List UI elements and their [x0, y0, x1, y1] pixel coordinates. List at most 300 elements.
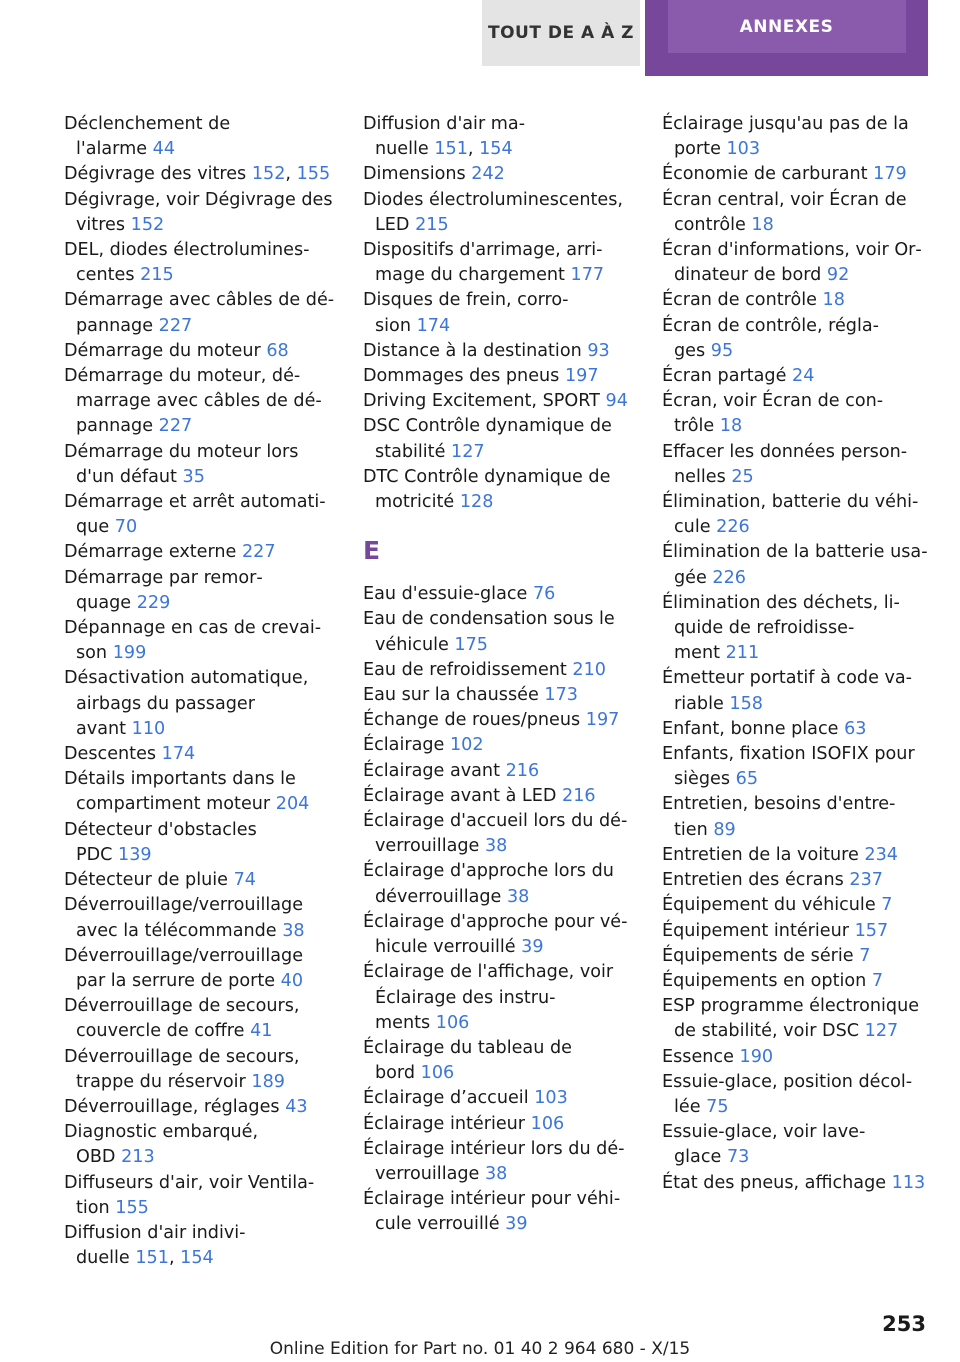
index-entry [662, 389, 932, 439]
index-entry [662, 994, 932, 1044]
entry-text: Diagnostic embarqué, [64, 1122, 259, 1143]
entry-text: Éclairage d’accueil [363, 1088, 535, 1109]
entry-text: Éclairage avant [363, 760, 506, 781]
index-entry [662, 162, 932, 187]
index-entry [363, 339, 633, 364]
entry-text: Entretien, besoins d'entre‐ [662, 794, 896, 815]
entry-text: Équipements de série [662, 945, 860, 966]
index-entry [662, 742, 932, 792]
page-link[interactable]: 204 [275, 794, 310, 815]
entry-text: Déverrouillage de secours, [64, 1046, 300, 1067]
index-entry [363, 960, 633, 1036]
entry-text: DTC Contrôle dynamique de [363, 466, 611, 487]
entry-text: par la serrure de porte [76, 970, 281, 991]
entry-text: DEL, diodes électrolumines‐ [64, 240, 310, 261]
page-link[interactable]: 106 [435, 1012, 470, 1033]
page-link[interactable]: 179 [873, 164, 907, 185]
chapter-tab [645, 0, 928, 76]
page-link[interactable]: 103 [726, 139, 761, 160]
index-entry [64, 893, 334, 943]
entry-text: Écran partagé [662, 366, 792, 387]
index-entry [662, 540, 932, 590]
index-entry [662, 288, 932, 313]
section-letter: E [363, 536, 381, 566]
entry-text: Échange de roues/pneus [363, 710, 586, 731]
page-link[interactable]: 94 [605, 391, 628, 412]
entry-text: Démarrage et arrêt automati‐ [64, 492, 326, 513]
entry-text: déverrouillage [375, 886, 507, 907]
index-entry [662, 440, 932, 490]
chapter-title: ANNEXES [739, 16, 834, 37]
entry-text: Eau de condensation sous le [363, 609, 615, 630]
entry-text: Eau sur la chaussée [363, 685, 545, 706]
page-link[interactable]: 76 [532, 584, 556, 605]
section-title: TOUT DE A À Z [488, 23, 634, 43]
page-link[interactable]: 68 [266, 340, 289, 361]
index-entry [64, 1095, 334, 1120]
index-entry [363, 1086, 633, 1111]
page-link[interactable]: 106 [530, 1113, 565, 1134]
entry-text: Démarrage du moteur, dé‐ [64, 366, 301, 387]
entry-text: Équipement du véhicule [662, 895, 882, 916]
entry-text: pannage [76, 315, 159, 336]
index-entry [363, 859, 633, 909]
index-entry [363, 465, 633, 515]
entry-text: Éclairage intérieur pour véhi‐ [363, 1189, 621, 1210]
entry-text: airbags du passager [76, 693, 255, 714]
entry-text: Démarrage avec câbles de dé‐ [64, 290, 335, 311]
index-entry [64, 112, 334, 162]
index-entry [64, 364, 334, 440]
page-link[interactable]: 197 [585, 710, 620, 731]
entry-text: LED [375, 214, 416, 235]
index-entry [363, 784, 633, 809]
page-link[interactable]: 197 [564, 366, 599, 387]
entry-text: Entretien des écrans [662, 870, 850, 891]
entry-text: Démarrage du moteur lors [64, 441, 299, 462]
entry-text: Dimensions [363, 164, 472, 185]
page-link[interactable]: 175 [454, 634, 488, 655]
index-column-1 [64, 112, 334, 1271]
page-link[interactable]: 39 [521, 937, 544, 958]
entry-text: Eau d'essuie-glace [363, 584, 533, 605]
page-link[interactable]: 210 [572, 659, 607, 680]
index-entry [363, 759, 633, 784]
index-entry [64, 616, 334, 666]
index-entry [662, 490, 932, 540]
index-entry [64, 767, 334, 817]
index-column-3 [662, 112, 932, 1196]
entry-text: Détails importants dans le [64, 769, 296, 790]
entry-text: avant [76, 718, 132, 739]
page-link[interactable]: 38 [484, 1163, 508, 1184]
index-entry [64, 440, 334, 490]
entry-text: Équipements en option [662, 970, 872, 991]
index-entry [662, 1171, 932, 1196]
index-entry [64, 339, 334, 364]
entry-text: contrôle [674, 214, 752, 235]
entry-text: cule verrouillé [375, 1214, 506, 1235]
page-link[interactable]: 237 [849, 870, 883, 891]
entry-text: Entretien de la voiture [662, 844, 865, 865]
page-link[interactable]: 25 [731, 466, 754, 487]
page-link[interactable]: 226 [712, 567, 747, 588]
entry-text: d'un défaut [76, 466, 183, 487]
index-entry [363, 658, 633, 683]
entry-text: Démarrage externe [64, 542, 242, 563]
index-entry [64, 944, 334, 994]
page-link[interactable]: 155 [296, 164, 331, 185]
entry-text: de stabilité, voir DSC [674, 1021, 865, 1042]
entry-text: Diodes électroluminescentes, [363, 189, 624, 210]
index-entry [64, 540, 334, 565]
page-link[interactable]: 70 [114, 517, 138, 538]
entry-text: DSC Contrôle dynamique de [363, 416, 612, 437]
page-link[interactable]: 74 [233, 870, 256, 891]
entry-text: avec la télécommande [76, 920, 283, 941]
entry-text: Déverrouillage/verrouillage [64, 945, 304, 966]
index-entry [363, 683, 633, 708]
index-entry [363, 708, 633, 733]
index-entry [64, 1171, 334, 1221]
entry-text: verrouillage [375, 1163, 485, 1184]
index-entry [662, 1045, 932, 1070]
page-link[interactable]: 227 [241, 542, 276, 563]
entry-text: Écran de contrôle [662, 290, 823, 311]
index-entry [64, 490, 334, 540]
index-entry [64, 742, 334, 767]
index-entry [64, 1045, 334, 1095]
entry-text: Déclenchement de [64, 114, 231, 134]
page-link[interactable]: 24 [792, 366, 815, 387]
entry-text: Enfant, bonne place [662, 718, 845, 739]
index-entry [64, 1221, 334, 1271]
entry-text: Élimination, batterie du véhi‐ [662, 492, 919, 513]
entry-text: Démarrage du moteur [64, 340, 267, 361]
entry-text: porte [674, 139, 727, 160]
index-entry [662, 188, 932, 238]
page-link[interactable]: 95 [710, 340, 734, 361]
page-link[interactable]: 211 [725, 643, 760, 664]
entry-text: trôle [674, 416, 720, 437]
index-entry [662, 893, 932, 918]
entry-text: Éclairage intérieur lors du dé‐ [363, 1138, 625, 1159]
entry-text: Écran de contrôle, régla‐ [662, 315, 879, 336]
page-link[interactable]: 89 [713, 819, 736, 840]
index-entry [64, 288, 334, 338]
index-entry [64, 1120, 334, 1170]
entry-text: son [76, 643, 113, 664]
entry-text: bord [375, 1063, 421, 1084]
page-link[interactable]: 215 [140, 265, 174, 286]
index-entry [363, 1112, 633, 1137]
entry-text: PDC [76, 844, 119, 865]
page-link[interactable]: 18 [822, 290, 845, 311]
chapter-tab-inner [668, 0, 906, 53]
entry-text: Essence [662, 1046, 740, 1067]
page-link[interactable]: 127 [864, 1021, 899, 1042]
entry-text: riable [674, 693, 730, 714]
entry-text: Éclairage d'approche lors du [363, 861, 614, 882]
entry-text: Détecteur d'obstacles [64, 819, 257, 840]
entry-text: Déverrouillage, réglages [64, 1096, 286, 1117]
entry-text: Déverrouillage/verrouillage [64, 895, 304, 916]
entry-text: Écran, voir Écran de con‐ [662, 391, 884, 412]
page-link[interactable]: 93 [587, 340, 610, 361]
index-entry [363, 112, 633, 162]
page-link[interactable]: 7 [871, 970, 884, 991]
index-entry [662, 843, 932, 868]
edition-footer: Online Edition for Part no. 01 40 2 964 680 - X/15 [269, 1339, 691, 1359]
page-link[interactable]: 154 [180, 1248, 214, 1269]
index-entry [64, 188, 334, 238]
entry-text: Élimination des déchets, li‐ [662, 592, 900, 613]
page-link[interactable]: 227 [158, 416, 193, 437]
entry-text: Effacer les données person‐ [662, 441, 908, 462]
entry-text: nuelle [375, 139, 435, 160]
page-link[interactable]: 229 [136, 592, 171, 613]
page-link[interactable]: 152 [130, 214, 165, 235]
page-link[interactable]: 18 [751, 214, 774, 235]
entry-text: Éclairage de l'affichage, voir [363, 962, 614, 983]
page-link[interactable]: 151 [434, 139, 468, 160]
entry-text: OBD [76, 1147, 122, 1168]
index-entry [64, 162, 334, 187]
entry-text: dinateur de bord [674, 265, 827, 286]
entry-text: Dégivrage, voir Dégivrage des [64, 189, 333, 210]
page-link[interactable]: 7 [881, 895, 893, 916]
page-separator: , [467, 139, 480, 160]
entry-text: Dispositifs d'arrimage, arri‐ [363, 240, 603, 261]
entry-text: compartiment moteur [76, 794, 276, 815]
page-link[interactable]: 174 [161, 744, 196, 765]
page-link[interactable]: 174 [416, 315, 451, 336]
index-entry [64, 238, 334, 288]
page-link[interactable]: 216 [562, 785, 596, 806]
entry-text: motricité [375, 492, 460, 513]
entry-text: sion [375, 315, 417, 336]
page-link[interactable]: 38 [484, 836, 508, 857]
entry-text: Désactivation automatique, [64, 668, 309, 689]
entry-text: Élimination de la batterie usa‐ [662, 542, 928, 563]
entry-text: Disques de frein, corro‐ [363, 290, 569, 311]
entry-text: trappe du réservoir [76, 1071, 252, 1092]
entry-text: Détecteur de pluie [64, 870, 234, 891]
page-link[interactable]: 177 [570, 265, 605, 286]
index-entry [64, 666, 334, 742]
page-link[interactable]: 113 [891, 1172, 926, 1193]
page-link[interactable]: 43 [285, 1096, 308, 1117]
page-link[interactable]: 63 [844, 718, 867, 739]
entry-text: Éclairage avant à LED [363, 785, 562, 806]
page-link[interactable]: 38 [282, 920, 305, 941]
entry-text: Diffusion d'air indivi‐ [64, 1222, 246, 1243]
page-link[interactable]: 215 [415, 214, 449, 235]
index-entry [662, 238, 932, 288]
index-entry [363, 162, 633, 187]
entry-text: centes [76, 265, 141, 286]
index-entry [662, 666, 932, 716]
entry-text: pannage [76, 416, 159, 437]
index-entry [662, 112, 932, 162]
entry-text: Descentes [64, 744, 162, 765]
page-link[interactable]: 41 [250, 1021, 273, 1042]
page-link[interactable]: 154 [479, 139, 513, 160]
index-entry [662, 944, 932, 969]
entry-text: Équipement intérieur [662, 920, 855, 941]
index-entry [662, 591, 932, 667]
entry-text: mage du chargement [375, 265, 571, 286]
page-link[interactable]: 35 [182, 466, 205, 487]
page-link[interactable]: 242 [471, 164, 505, 185]
entry-text: Dégivrage des vitres [64, 164, 252, 185]
page-link[interactable]: 92 [826, 265, 850, 286]
index-entry [363, 364, 633, 389]
index-entry [64, 818, 334, 868]
page-separator: , [168, 1248, 181, 1269]
page-link[interactable]: 216 [505, 760, 540, 781]
entry-text: Éclairage du tableau de [363, 1037, 572, 1058]
entry-text: Essuie-glace, voir lave- [662, 1122, 866, 1143]
page-link[interactable]: 102 [449, 735, 484, 756]
index-entry [662, 792, 932, 842]
index-entry [363, 1187, 633, 1237]
entry-text: Déverrouillage de secours, [64, 996, 300, 1017]
page-link[interactable]: 7 [859, 945, 871, 966]
page-link[interactable]: 39 [505, 1214, 528, 1235]
index-entry [662, 868, 932, 893]
entry-text: que [76, 517, 115, 538]
page-link[interactable]: 152 [251, 164, 286, 185]
entry-text: ments [375, 1012, 436, 1033]
page-link[interactable]: 213 [121, 1147, 155, 1168]
page-link[interactable]: 227 [158, 315, 193, 336]
page-link[interactable]: 44 [152, 139, 176, 160]
entry-text: l'alarme [76, 139, 153, 160]
entry-text: sièges [674, 769, 736, 790]
page-link[interactable]: 199 [112, 643, 147, 664]
entry-text: Écran central, voir Écran de [662, 189, 907, 210]
index-entry [662, 717, 932, 742]
entry-text: Émetteur portatif à code va‐ [662, 668, 913, 689]
entry-text: Écran d'informations, voir Or‐ [662, 240, 922, 261]
entry-text: Éclairage intérieur [363, 1113, 531, 1134]
entry-text: nelles [674, 466, 732, 487]
index-entry [363, 582, 633, 607]
entry-text: Démarrage par remor‐ [64, 567, 263, 588]
index-entry [363, 1036, 633, 1086]
index-entry [363, 910, 633, 960]
entry-text: Driving Excitement, SPORT [363, 391, 606, 412]
page-link[interactable]: 234 [864, 844, 899, 865]
section-tab [482, 0, 640, 66]
entry-text: Diffusion d'air ma‐ [363, 114, 526, 134]
entry-text: Distance à la destination [363, 340, 588, 361]
index-entry [363, 1137, 633, 1187]
index-entry [64, 994, 334, 1044]
entry-text: cule [674, 517, 717, 538]
page-link[interactable]: 226 [716, 517, 750, 538]
entry-text: Enfants, fixation ISOFIX pour [662, 744, 915, 765]
entry-text: glace [674, 1147, 727, 1168]
index-entry [363, 188, 633, 238]
entry-text: ges [674, 340, 711, 361]
index-column-2 [363, 112, 633, 1238]
index-entry [363, 389, 633, 414]
index-entry [64, 566, 334, 616]
page-link[interactable]: 75 [706, 1096, 729, 1117]
entry-text: État des pneus, affichage [662, 1172, 892, 1193]
page-link[interactable]: 110 [131, 718, 166, 739]
entry-text: Éclairage [363, 735, 450, 756]
page-link[interactable]: 128 [459, 492, 494, 513]
entry-text: marrage avec câbles de dé‐ [76, 391, 322, 412]
page-link[interactable]: 18 [719, 416, 743, 437]
index-entry [363, 809, 633, 859]
entry-text: gée [674, 567, 713, 588]
page-link[interactable]: 40 [280, 970, 304, 991]
page-link[interactable]: 155 [115, 1197, 149, 1218]
entry-text: hicule verrouillé [375, 937, 522, 958]
entry-text: ment [674, 643, 726, 664]
entry-text: Eau de refroidissement [363, 659, 573, 680]
page-link[interactable]: 73 [726, 1147, 750, 1168]
index-entry [363, 238, 633, 288]
page-link[interactable]: 106 [420, 1063, 455, 1084]
page-number: 253 [882, 1312, 926, 1336]
index-entry [662, 1070, 932, 1120]
page-separator: , [285, 164, 297, 185]
page-link[interactable]: 158 [729, 693, 763, 714]
entry-text: quage [76, 592, 137, 613]
index-entry [363, 414, 633, 464]
index-entry [662, 364, 932, 389]
entry-text: ESP programme électronique [662, 996, 920, 1017]
entry-text: tien [674, 819, 714, 840]
entry-text: véhicule [375, 634, 455, 655]
index-entry [64, 868, 334, 893]
page-link[interactable]: 190 [739, 1046, 774, 1067]
entry-text: Éclairage des instru‐ [375, 987, 556, 1008]
page-link[interactable]: 65 [735, 769, 759, 790]
entry-text: lée [674, 1096, 707, 1117]
page-link[interactable]: 157 [854, 920, 889, 941]
entry-text: quide de refroidisse‐ [674, 618, 855, 639]
entry-text: Économie de carburant [662, 164, 874, 185]
index-entry [662, 314, 932, 364]
entry-text: Éclairage jusqu'au pas de la [662, 114, 909, 134]
entry-text: Éclairage d'accueil lors du dé‐ [363, 811, 628, 832]
entry-text: stabilité [375, 441, 451, 462]
page-link[interactable]: 127 [451, 441, 485, 462]
index-entry [363, 607, 633, 657]
page-link[interactable]: 173 [544, 685, 578, 706]
index-entry [662, 919, 932, 944]
entry-text: verrouillage [375, 836, 485, 857]
page-link[interactable]: 38 [506, 886, 530, 907]
page-link[interactable]: 151 [135, 1248, 169, 1269]
entry-text: Essuie-glace, position décol‐ [662, 1071, 913, 1092]
entry-text: Éclairage d'approche pour vé‐ [363, 911, 628, 932]
page-link[interactable]: 103 [534, 1088, 568, 1109]
entry-text: vitres [76, 214, 131, 235]
entry-text: Dépannage en cas de crevai‐ [64, 618, 322, 639]
page-link[interactable]: 189 [251, 1071, 285, 1092]
entry-text: Dommages des pneus [363, 366, 565, 387]
entry-text: tion [76, 1197, 116, 1218]
entry-text: duelle [76, 1248, 136, 1269]
page-link[interactable]: 139 [118, 844, 152, 865]
